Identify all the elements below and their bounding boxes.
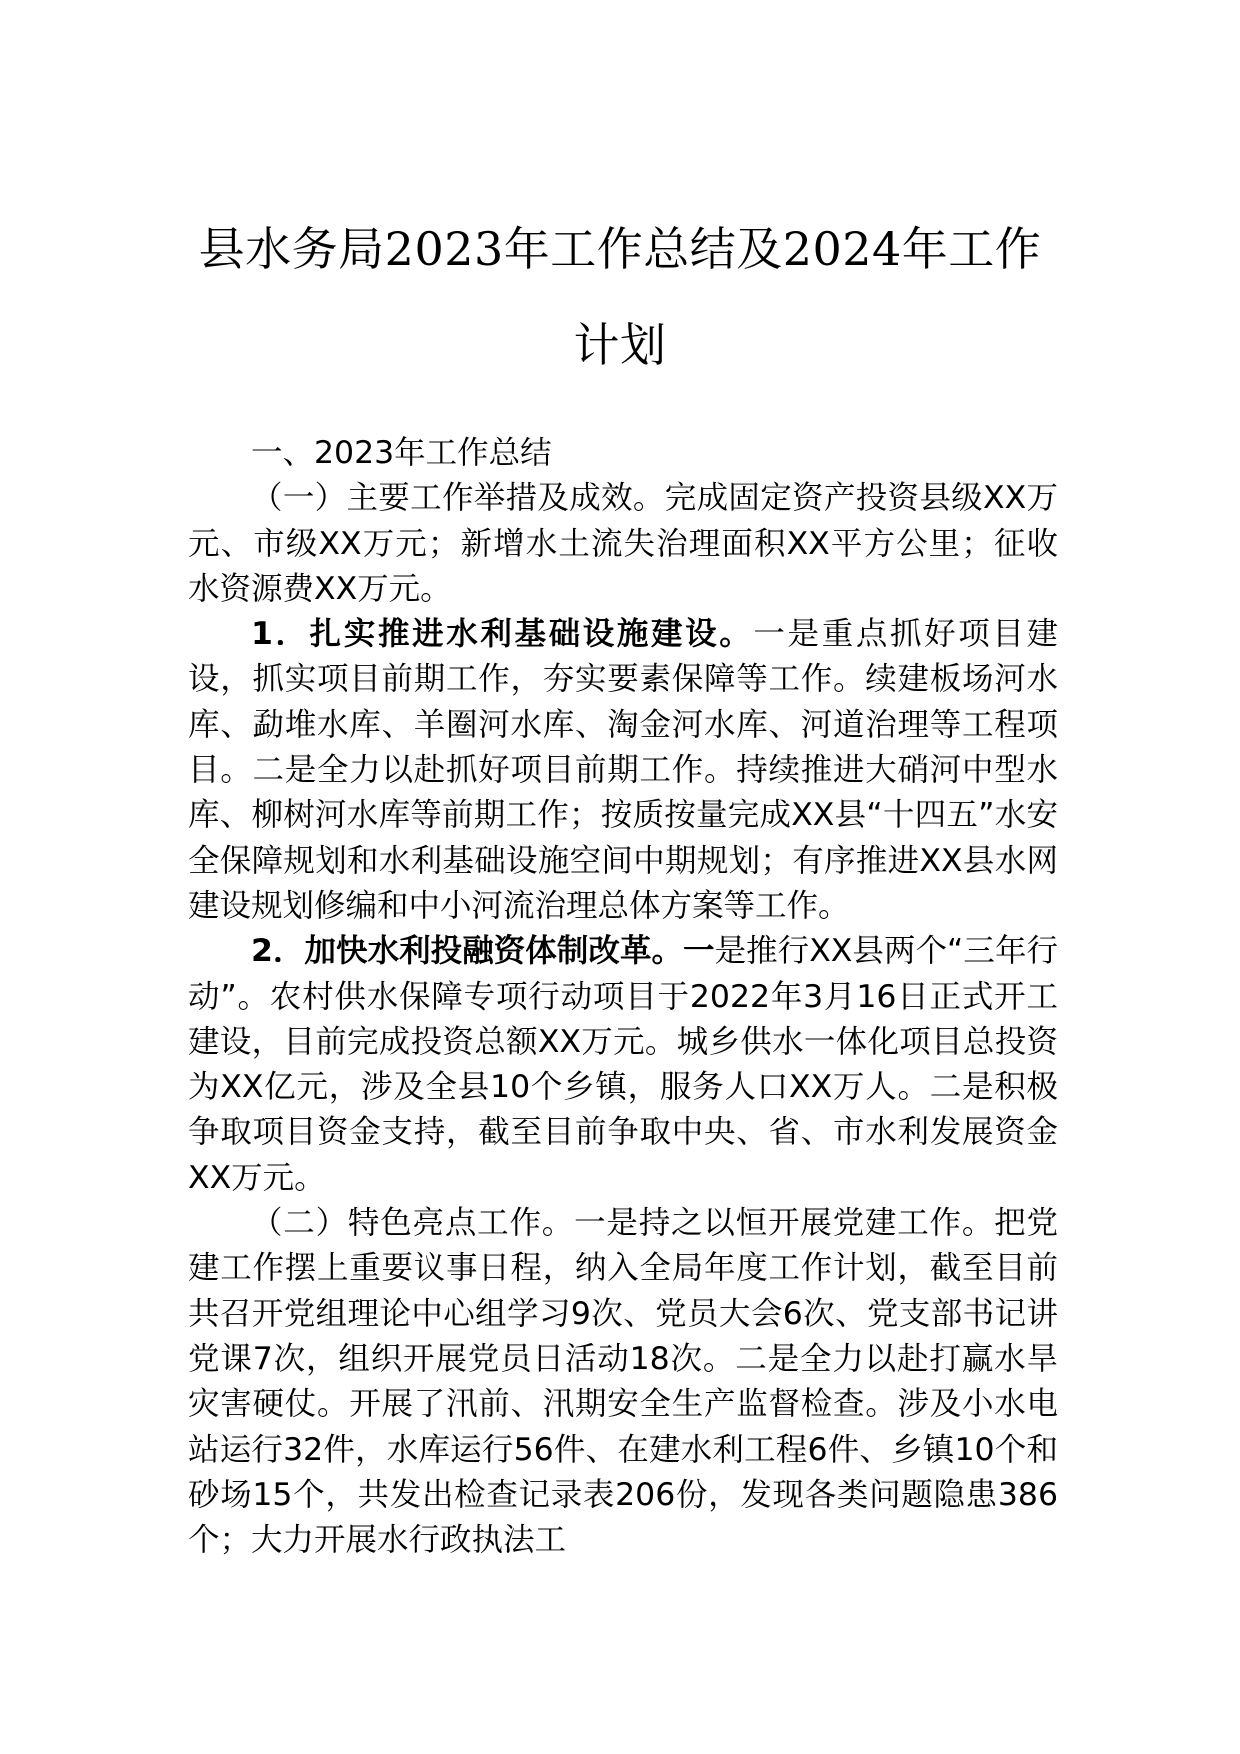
paragraph-text: 一、2023年工作总结 [251,435,552,471]
paragraph-text: （二）特色亮点工作。一是持之以恒开展党建工作。把党建工作摆上重要议事日程，纳入全局年度工作计划，截至目前共召开党组理论中心组学习9次、党员大会6次、党支部书记讲党课7次，组织开展党员日活动18次。二是全力以赴打赢水旱灾害硬仗。开展了汛前、汛期安全生产监督检查。涉及小水电站运行32件，水库运行56件、在建水利工程6件、乡镇10个和砂场15个，共发出检查记录表206份，发现各类问题隐患386个；大力开展水行政执法工 [188,1205,1058,1559]
paragraph-text: 一是重点抓好项目建设，抓实项目前期工作，夯实要素保障等工作。续建板场河水库、勐堆水库、羊圈河水库、淘金河水库、河道治理等工程项目。二是全力以赴抓好项目前期工作。持续推进大硝河中型水库、柳树河水库等前期工作；按质按量完成XX县“十四五”水安全保障规划和水利基础设施空间中期规划；有序推进XX县水网建设规划修编和中小河流治理总体方案等工作。 [188,616,1058,924]
paragraph-lead: 2．加快水利投融资体制改革。一 [251,933,715,970]
paragraph-infrastructure [188,612,1058,929]
document-title: 县水务局2023年工作总结及2024年工作计划 [198,222,1042,372]
section-heading-1 [188,431,1058,476]
paragraph-highlights [188,1201,1058,1563]
paragraph-text: （一）主要工作举措及成效。完成固定资产投资县级XX万元、市级XX万元；新增水土流失治理面积XX平方公里；征收水资源费XX万元。 [188,480,1058,607]
paragraph-lead: 1．扎实推进水利基础设施建设。 [251,616,754,653]
paragraph-investment-reform [188,929,1058,1201]
document-body [188,431,1058,1563]
paragraph-text: 是推行XX县两个“三年行动”。农村供水保障专项行动项目于2022年3月16日正式开工建设，目前完成投资总额XX万元。城乡供水一体化项目总投资为XX亿元，涉及全县10个乡镇，服务人口XX万人。二是积极争取项目资金支持，截至目前争取中央、省、市水利发展资金XX万元。 [188,933,1058,1196]
paragraph-main-measures [188,476,1058,612]
